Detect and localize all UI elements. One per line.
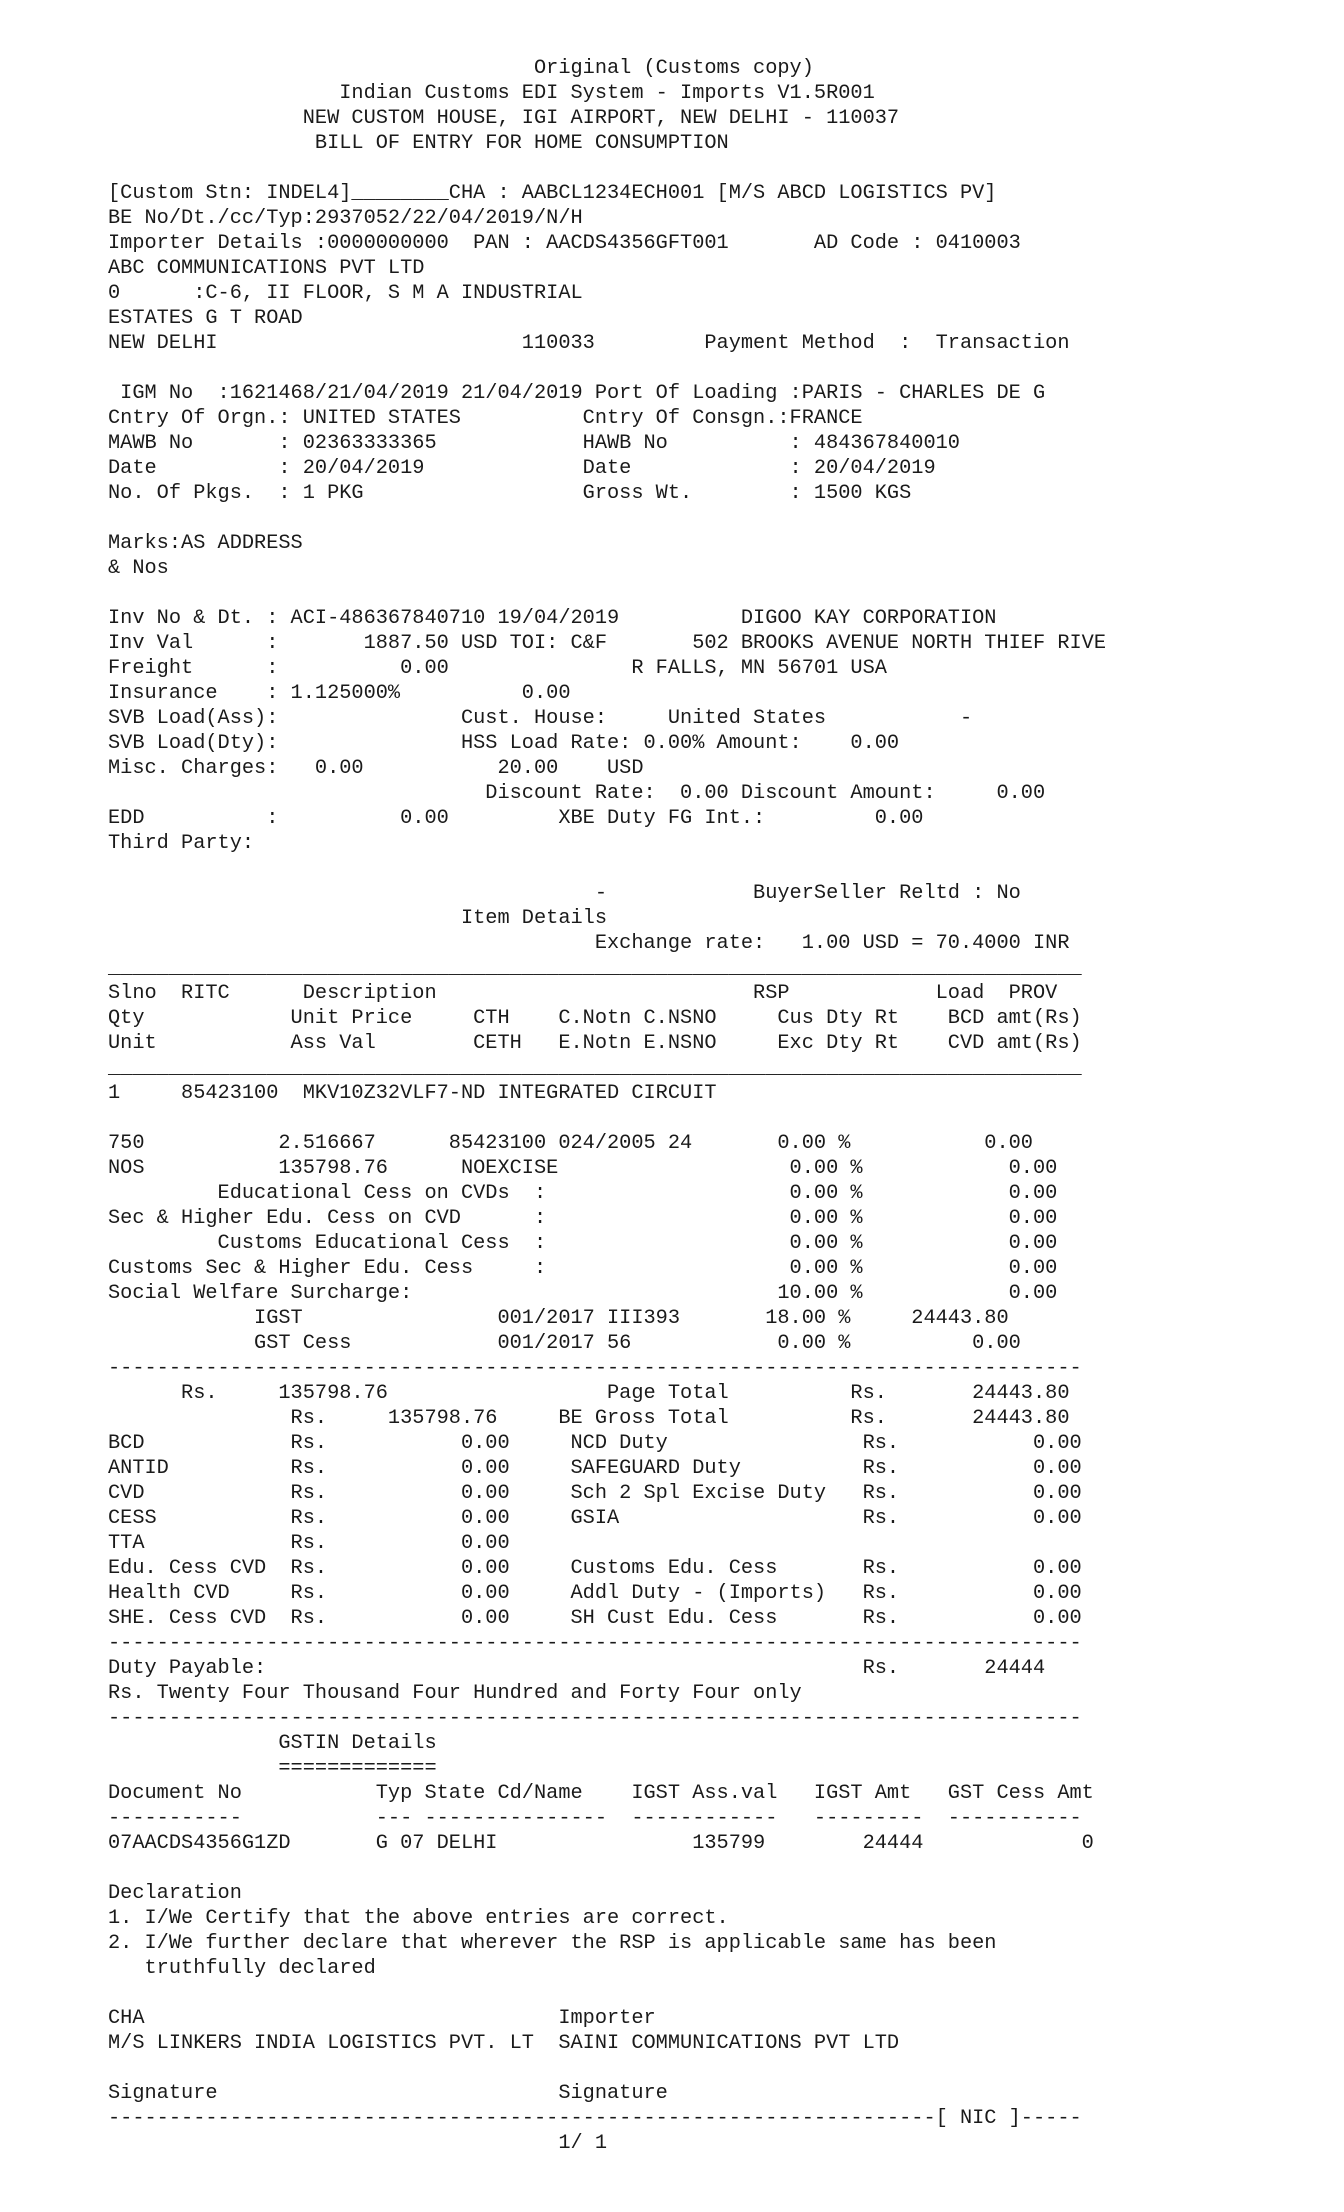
document-line: 750 2.516667 85423100 024/2005 24 0.00 % 0.00	[108, 1132, 1033, 1155]
document-line: - BuyerSeller Reltd : No	[108, 882, 1021, 905]
document-line: Rs. 135798.76 BE Gross Total Rs. 24443.80	[108, 1407, 1070, 1430]
document-line: --------------------------------------------------------------------[ NIC ]-----	[108, 2107, 1082, 2130]
document-line: Unit Ass Val CETH E.Notn E.NSNO Exc Dty Rt CVD amt(Rs)	[108, 1032, 1082, 1055]
document-line: BE No/Dt./cc/Typ:2937052/22/04/2019/N/H	[108, 207, 583, 230]
document-line: Rs. 135798.76 Page Total Rs. 24443.80	[108, 1382, 1070, 1405]
document-line: GSTIN Details	[108, 1732, 437, 1755]
document-line: =============	[108, 1757, 437, 1780]
document-line: NEW CUSTOM HOUSE, IGI AIRPORT, NEW DELHI - 110037	[108, 107, 900, 130]
document-line: ________________________________________________________________________________	[108, 957, 1082, 980]
document-line: Edu. Cess CVD Rs. 0.00 Customs Edu. Cess Rs. 0.00	[108, 1557, 1082, 1580]
document-line: Sec & Higher Edu. Cess on CVD : 0.00 % 0.00	[108, 1207, 1058, 1230]
document-line: Third Party:	[108, 832, 255, 855]
document-line: Cntry Of Orgn.: UNITED STATES Cntry Of Consgn.:FRANCE	[108, 407, 863, 430]
document-line: Importer Details :0000000000 PAN : AACDS4356GFT001 AD Code : 0410003	[108, 232, 1021, 255]
document-line: Insurance : 1.125000% 0.00	[108, 682, 571, 705]
document-line: SVB Load(Dty): HSS Load Rate: 0.00% Amount: 0.00	[108, 732, 900, 755]
document-line: Health CVD Rs. 0.00 Addl Duty - (Imports) Rs. 0.00	[108, 1582, 1082, 1605]
document-line: --------------------------------------------------------------------------------	[108, 1357, 1082, 1380]
document-line: Rs. Twenty Four Thousand Four Hundred and Forty Four only	[108, 1682, 802, 1705]
document-line: 0 :C-6, II FLOOR, S M A INDUSTRIAL	[108, 282, 583, 305]
document-line: NOS 135798.76 NOEXCISE 0.00 % 0.00	[108, 1157, 1058, 1180]
document-line: 1 85423100 MKV10Z32VLF7-ND INTEGRATED CIRCUIT	[108, 1082, 717, 1105]
document-line: SHE. Cess CVD Rs. 0.00 SH Cust Edu. Cess Rs. 0.00	[108, 1607, 1082, 1630]
document-line: TTA Rs. 0.00	[108, 1532, 510, 1555]
document-line: ----------- --- --------------- ------------ --------- -----------	[108, 1807, 1082, 1830]
document-line: Educational Cess on CVDs : 0.00 % 0.00	[108, 1182, 1058, 1205]
document-line: Misc. Charges: 0.00 20.00 USD	[108, 757, 644, 780]
document-line: IGM No :1621468/21/04/2019 21/04/2019 Port Of Loading :PARIS - CHARLES DE G	[108, 382, 1046, 405]
document-line: NEW DELHI 110033 Payment Method : Transaction	[108, 332, 1070, 355]
document-line: BCD Rs. 0.00 NCD Duty Rs. 0.00	[108, 1432, 1082, 1455]
document-line: Document No Typ State Cd/Name IGST Ass.val IGST Amt GST Cess Amt	[108, 1782, 1094, 1805]
document-line: CESS Rs. 0.00 GSIA Rs. 0.00	[108, 1507, 1082, 1530]
document-line: 2. I/We further declare that wherever the RSP is applicable same has been	[108, 1932, 997, 1955]
document-line: Marks:AS ADDRESS	[108, 532, 303, 555]
document-line: Declaration	[108, 1882, 242, 1905]
document-line: No. Of Pkgs. : 1 PKG Gross Wt. : 1500 KGS	[108, 482, 912, 505]
document-line: Signature Signature	[108, 2082, 668, 2105]
document-line: Item Details	[108, 907, 607, 930]
document-line: Slno RITC Description RSP Load PROV	[108, 982, 1058, 1005]
document-line: EDD : 0.00 XBE Duty FG Int.: 0.00	[108, 807, 924, 830]
document-line: ABC COMMUNICATIONS PVT LTD	[108, 257, 425, 280]
document-line: Original (Customs copy)	[108, 57, 814, 80]
document-line: IGST 001/2017 III393 18.00 % 24443.80	[108, 1307, 1009, 1330]
document-line: Inv No & Dt. : ACI-486367840710 19/04/2019 DIGOO KAY CORPORATION	[108, 607, 997, 630]
document-line: 1. I/We Certify that the above entries are correct.	[108, 1907, 729, 1930]
document-line: MAWB No : 02363333365 HAWB No : 484367840010	[108, 432, 960, 455]
document-line: Duty Payable: Rs. 24444	[108, 1657, 1046, 1680]
document-line: CHA Importer	[108, 2007, 656, 2030]
document-line: Date : 20/04/2019 Date : 20/04/2019	[108, 457, 936, 480]
document-line: Exchange rate: 1.00 USD = 70.4000 INR	[108, 932, 1070, 955]
document-line: Social Welfare Surcharge: 10.00 % 0.00	[108, 1282, 1058, 1305]
document-line: ESTATES G T ROAD	[108, 307, 303, 330]
document-line: 1/ 1	[108, 2132, 607, 2155]
document-line: Inv Val : 1887.50 USD TOI: C&F 502 BROOKS AVENUE NORTH THIEF RIVE	[108, 632, 1106, 655]
document-line: & Nos	[108, 557, 169, 580]
document-line: --------------------------------------------------------------------------------	[108, 1632, 1082, 1655]
document-line: GST Cess 001/2017 56 0.00 % 0.00	[108, 1332, 1021, 1355]
document-line: M/S LINKERS INDIA LOGISTICS PVT. LT SAINI COMMUNICATIONS PVT LTD	[108, 2032, 900, 2055]
document-line: 07AACDS4356G1ZD G 07 DELHI 135799 24444 0	[108, 1832, 1094, 1855]
document-line: Customs Sec & Higher Edu. Cess : 0.00 % 0.00	[108, 1257, 1058, 1280]
document-line: Freight : 0.00 R FALLS, MN 56701 USA	[108, 657, 887, 680]
document-line: BILL OF ENTRY FOR HOME CONSUMPTION	[108, 132, 729, 155]
document-line: Customs Educational Cess : 0.00 % 0.00	[108, 1232, 1058, 1255]
document-line: truthfully declared	[108, 1957, 376, 1980]
document-line: Discount Rate: 0.00 Discount Amount: 0.00	[108, 782, 1046, 805]
document-line: CVD Rs. 0.00 Sch 2 Spl Excise Duty Rs. 0.00	[108, 1482, 1082, 1505]
document-line: ________________________________________________________________________________	[108, 1057, 1082, 1080]
document-line: --------------------------------------------------------------------------------	[108, 1707, 1082, 1730]
document-line: SVB Load(Ass): Cust. House: United States -	[108, 707, 973, 730]
document-line: [Custom Stn: INDEL4]________CHA : AABCL1234ECH001 [M/S ABCD LOGISTICS PV]	[108, 182, 997, 205]
document-line: Indian Customs EDI System - Imports V1.5R001	[108, 82, 875, 105]
document-line: ANTID Rs. 0.00 SAFEGUARD Duty Rs. 0.00	[108, 1457, 1082, 1480]
document-line: Qty Unit Price CTH C.Notn C.NSNO Cus Dty Rt BCD amt(Rs)	[108, 1007, 1082, 1030]
